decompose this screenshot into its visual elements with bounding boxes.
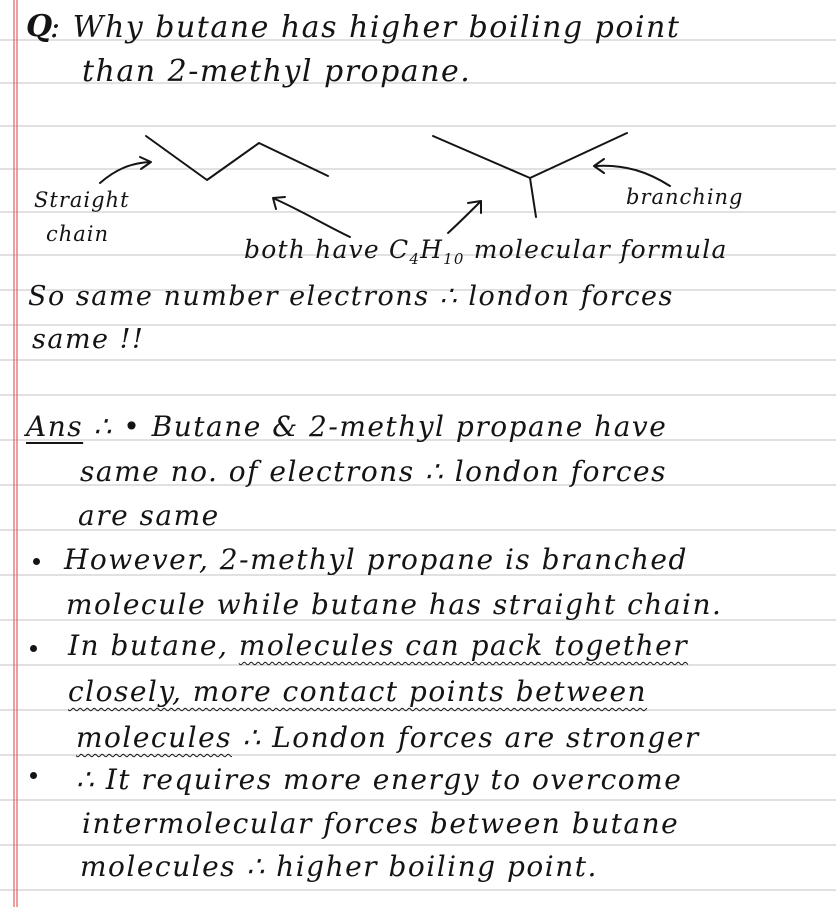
answer-line-1-text: ∴ • Butane & 2-methyl propane have	[83, 410, 668, 443]
label-branching: branching	[626, 185, 744, 209]
answer-line-1	[26, 410, 668, 443]
bullet-2-dot	[30, 645, 37, 652]
bullet-1-dot	[33, 558, 40, 565]
bullet-2-line-3-a: molecules	[76, 721, 233, 754]
formula-line	[244, 237, 728, 267]
bullet-2-line-1-b: molecules can pack together	[238, 629, 689, 662]
answer-line-3: are same	[78, 499, 220, 532]
note-line-2: same !!	[32, 324, 145, 355]
bullet-3-dot	[30, 772, 37, 779]
formula-prefix: both have C	[244, 235, 410, 264]
formula-suffix: molecular formula	[464, 235, 728, 264]
bullet-2-line-1-a: In butane,	[68, 629, 239, 662]
formula-c-subscript: 4	[409, 250, 421, 268]
formula-h-subscript: 10	[443, 250, 465, 268]
label-chain: chain	[46, 222, 110, 246]
bullet-2-line-2: closely, more contact points between	[68, 675, 648, 708]
question-line-1: : Why butane has higher boiling point	[50, 10, 681, 45]
note-line-1: So same number electrons ∴ london forces	[28, 281, 674, 312]
bullet-2-line-3	[76, 721, 700, 754]
bullet-3-line-3: molecules ∴ higher boiling point.	[80, 850, 598, 883]
label-straight: Straight	[34, 188, 130, 212]
bullet-1-line-2: molecule while butane has straight chain.	[66, 588, 723, 621]
question-label: Q	[26, 9, 54, 44]
bullet-2-line-3-b: ∴ London forces are stronger	[232, 721, 700, 754]
question-line-2: than 2-methyl propane.	[82, 54, 472, 89]
bullet-2-line-1	[68, 629, 689, 662]
bullet-1-line-1: However, 2-methyl propane is branched	[64, 543, 688, 576]
bullet-3-line-2: intermolecular forces between butane	[82, 807, 680, 840]
answer-label: Ans	[26, 410, 84, 443]
formula-h: H	[420, 235, 444, 264]
bullet-3-line-1: ∴ It requires more energy to overcome	[76, 763, 683, 796]
answer-line-2: same no. of electrons ∴ london forces	[80, 455, 667, 488]
